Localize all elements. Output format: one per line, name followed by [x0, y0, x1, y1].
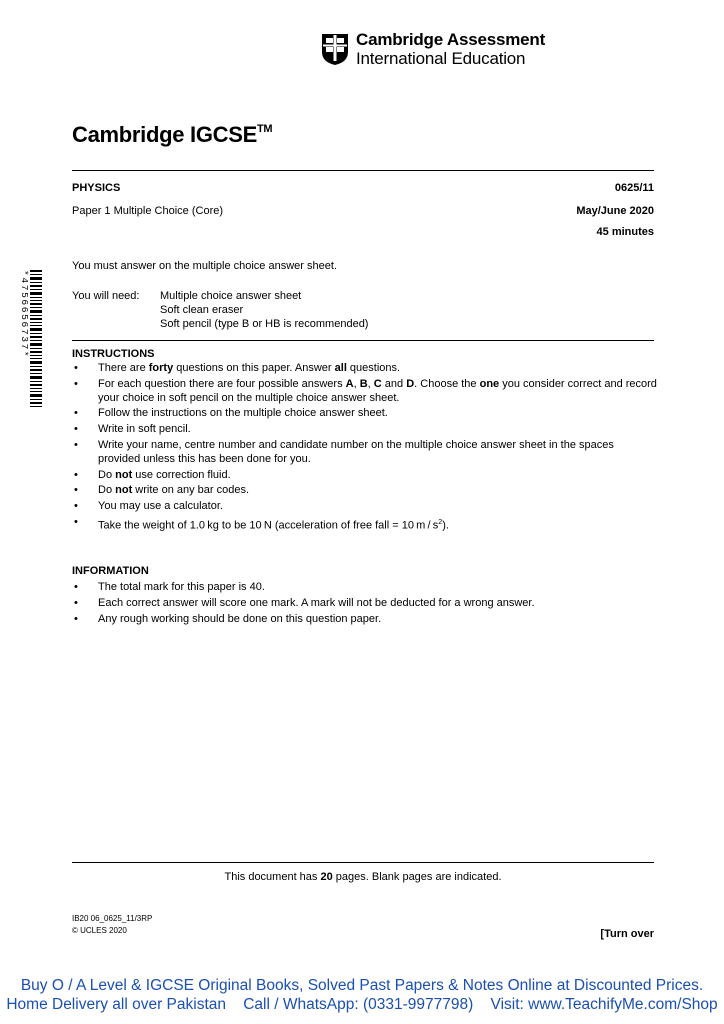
cambridge-logo: [320, 30, 580, 70]
candidate-barcode: [14, 270, 44, 410]
instructions-list: [72, 362, 658, 535]
reference-block: [72, 913, 152, 937]
footer-ad-line-1: Buy O / A Level & IGCSE Original Books, Solved Past Papers & Notes Online at Discounted Prices.: [20, 977, 704, 994]
subject-label: PHYSICS: [72, 182, 121, 194]
header-rule: [72, 170, 654, 171]
logo-line-2: International Education: [356, 49, 526, 68]
list-item: • Write in soft pencil.: [72, 423, 658, 437]
answer-note: You must answer on the multiple choice answer sheet.: [72, 260, 337, 272]
list-item: • There are forty questions on this paper. Answer all questions.: [72, 362, 658, 376]
exam-session: May/June 2020: [576, 205, 654, 217]
list-item: • Any rough working should be done on this question paper.: [72, 613, 658, 627]
page-count-note: This document has 20 pages. Blank pages are indicated.: [224, 871, 502, 883]
need-item: Multiple choice answer sheet: [160, 290, 302, 302]
need-item: Soft clean eraser: [160, 304, 244, 316]
barcode-text: *4756656737*: [19, 270, 30, 359]
footer-rule: [72, 862, 654, 863]
list-item: • The total mark for this paper is 40.: [72, 581, 658, 595]
reference-code: IB20 06_0625_11/3RP: [72, 914, 153, 923]
paper-code: 0625/11: [614, 182, 654, 194]
list-item: • Follow the instructions on the multiple choice answer sheet.: [72, 407, 658, 421]
need-item: Soft pencil (type B or HB is recommended): [160, 318, 369, 330]
turn-over-label: [Turn over: [600, 928, 654, 940]
logo-line-1: Cambridge Assessment: [356, 30, 546, 49]
information-list: [72, 581, 658, 628]
footer-ad-line-2: Home Delivery all over Pakistan Call / WhatsApp: (0331-9977798) Visit: www.TeachifyMe.com/Shop: [6, 996, 718, 1013]
list-item: • You may use a calculator.: [72, 500, 658, 514]
barcode-bars: [14, 270, 44, 410]
paper-title: Paper 1 Multiple Choice (Core): [72, 205, 224, 217]
instructions-rule: [72, 340, 654, 341]
list-item: • Take the weight of 1.0 kg to be 10 N (acceleration of free fall = 10 m / $s^2$).: [72, 516, 658, 533]
trademark-mark: TM: [256, 122, 273, 135]
list-item: • Do not write on any bar codes.: [72, 484, 658, 498]
cambridge-crest-icon: [320, 32, 350, 66]
list-item: • Each correct answer will score one mark. A mark will not be deducted for a wrong answer.: [72, 597, 658, 611]
list-item: • For each question there are four possible answers A, B, C and D. Choose the one you consider correct and record your choice in soft pencil on the multiple choice answer sheet.: [72, 378, 658, 406]
page-title: [72, 122, 272, 148]
copyright-text: © UCLES 2020: [72, 926, 127, 935]
title-text: Cambridge IGCSE: [72, 122, 257, 147]
instructions-heading: INSTRUCTIONS: [72, 348, 155, 360]
need-label: You will need:: [72, 290, 140, 302]
list-item: • Do not use correction fluid.: [72, 469, 658, 483]
need-list: [160, 289, 368, 331]
exam-duration: 45 minutes: [596, 226, 654, 238]
information-heading: INFORMATION: [72, 565, 149, 577]
list-item: • Write your name, centre number and candidate number on the multiple choice answer sheet in the spaces provided unless this has been done for you.: [72, 439, 658, 467]
